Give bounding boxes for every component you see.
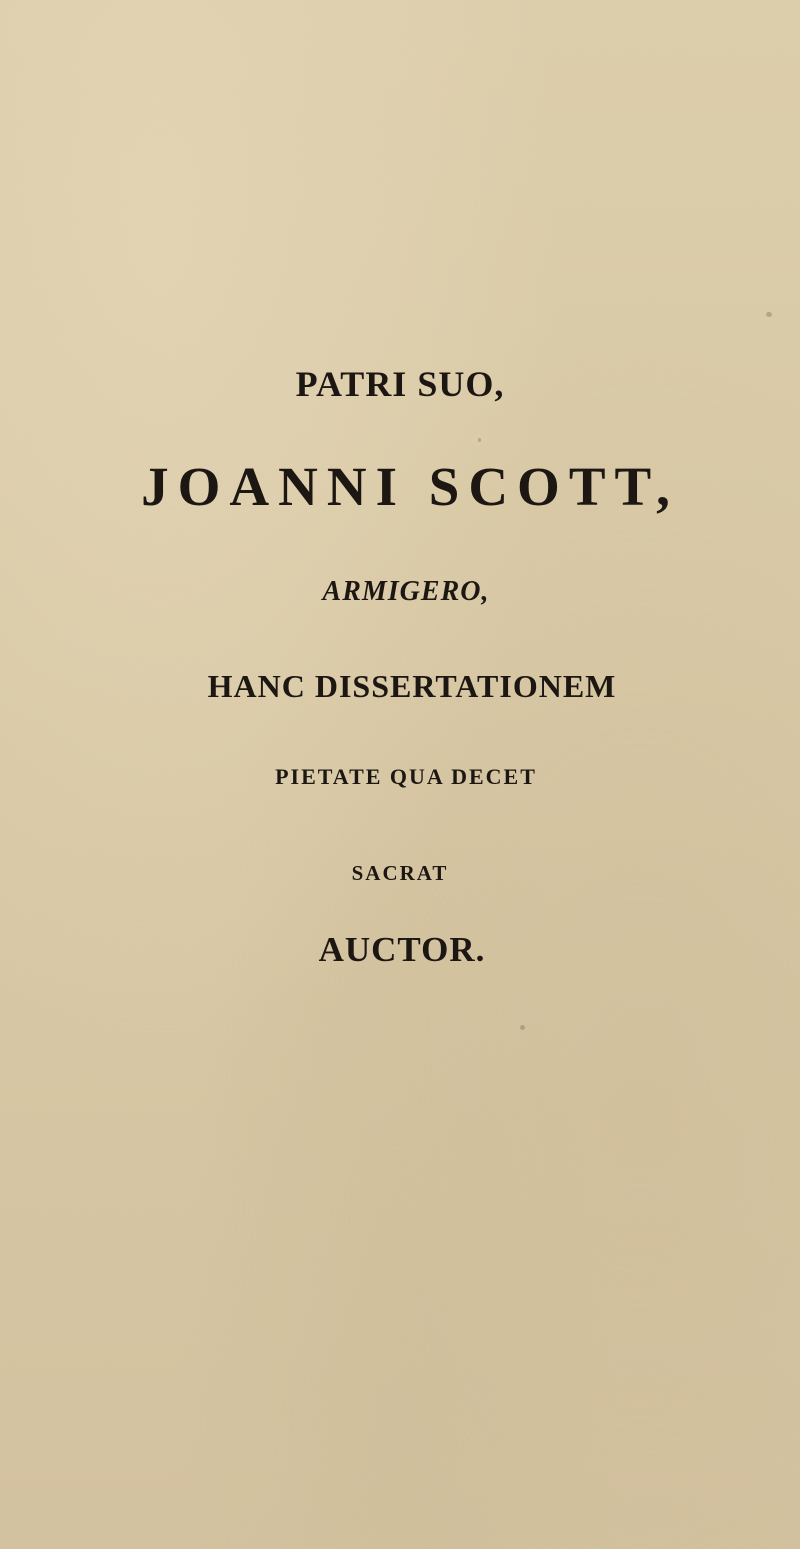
- dedication-line-joanni-scott: JOANNI SCOTT,: [141, 456, 679, 517]
- dedication-line-armigero: ARMIGERO,: [322, 576, 490, 607]
- paper-speck: [478, 438, 481, 442]
- dedication-line-hanc-dissertationem: HANC DISSERTATIONEM: [207, 668, 617, 704]
- dedication-line-pietate-qua-decet: PIETATE QUA DECET: [275, 764, 537, 789]
- paper-speck: [520, 1025, 525, 1030]
- paper-speck: [766, 312, 772, 317]
- dedication-line-patri-suo: PATRI SUO,: [295, 364, 505, 404]
- dedication-line-sacrat: SACRAT: [351, 861, 449, 885]
- dedication-line-auctor: AUCTOR.: [318, 930, 486, 969]
